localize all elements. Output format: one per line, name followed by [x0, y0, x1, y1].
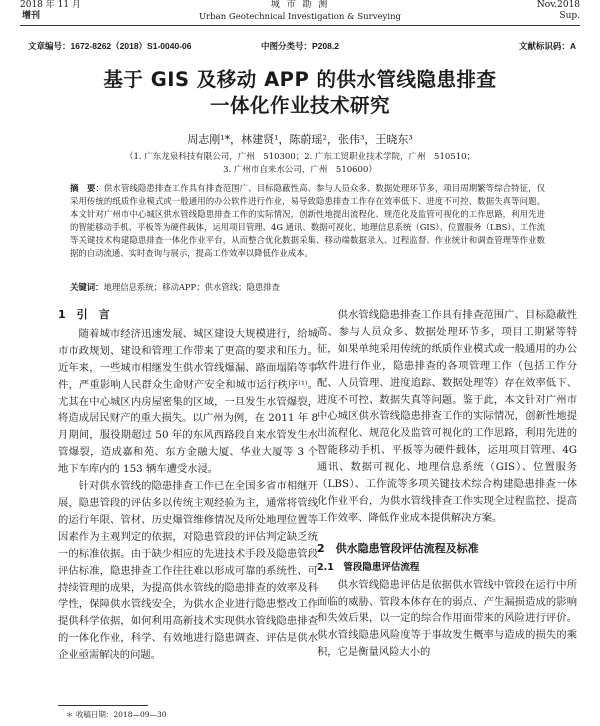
- section-2-paragraph-1: 供水管线隐患评估是依据供水管线中管段在运行中所面临的威胁、管段本体存在的弱点、产生漏损造成的影响和失效后果，以一定的综合作用面带来的风险进行评价。供水管线隐患风险度等于事故发生概率与造成的损失的乘积，它是衡量风险大小的: [317, 578, 577, 659]
- title-line-2: 一体化作业技术研究: [209, 94, 390, 117]
- header-supplement-en: Sup.: [559, 11, 580, 21]
- header-rule: [20, 25, 580, 26]
- header-journal-en: Urban Geotechnical Investigation & Surveying: [199, 12, 401, 22]
- affiliation-line-1: （1. 广东龙泉科技有限公司，广州 510300；2. 广东工贸职业技术学院，广州 510510；: [124, 152, 476, 162]
- header-supplement-cn: 增刊: [22, 11, 41, 21]
- abstract-label: 摘 要：: [70, 183, 104, 193]
- section-1-paragraph-3: 供水管线隐患排查工作具有排查范围广、目标隐蔽性高、参与人员众多、数据处理环节多，项目工期紧等特征，如果单纯采用传统的纸质作业模式或一般通用的办公软件进行作业，隐患排查的各项管理工作（包括工作分配、人员管理、进度追踪、数据处理等）存在效率低下、进度不可控、数据失真等问题。鉴于此，本文针对广州市中心城区供水管线隐患排查工作的实际情况，创新性地提出流程化、规范化及监管可视化的工作思路，利用先进的智能移动手机、平板等为硬件载体，运用项目管理、4G 通讯、数据可视化、地理信息系统（GIS）、位置服务（LBS）、工作流等多项关键技术综合构建隐患排查一体化作业平台，为供水管线排查工作实现全过程监控、提高工作效率、降低作业成本提供解决方案。: [317, 309, 577, 524]
- title-line-1: 基于 GIS 及移动 APP 的供水管线隐患排查: [103, 68, 497, 91]
- clc-number: 中图分类号：P208.2: [261, 41, 339, 51]
- keywords: [70, 281, 545, 294]
- authors: 周志刚¹*，林建贤¹，陈蔚瑶²，张伟³，王晓东³: [187, 133, 413, 146]
- header-journal-cn: 城 市 勘 测: [270, 0, 330, 10]
- section-1-heading: 1 引 言: [58, 308, 110, 321]
- section-2-1-heading: 2.1 管段隐患评估流程: [317, 561, 420, 573]
- section-1-paragraph-1: 随着城市经济迅速发展、城区建设大规模进行，给城市市政规划、建设和管理工作带来了更高的要求和压力。近年来，一些城市相继发生供水管线爆漏、路面塌陷等事件，严重影响人民群众生命财产安全和城市运行秩序⁽¹⁾。尤其在中心城区内房屋密集的区域，一旦发生水管爆裂，将造成居民财产的重大损失。以广州为例，在 2011 年 8 月期间，服役期超过 50 年的东风西路段自来水管发生水管爆裂，造成嘉和苑、东方金融大厦、华业大厦等 3 个地下车库内的 153 辆车遭受水浸。: [58, 327, 318, 476]
- footnote-rule: [58, 705, 148, 706]
- footnote-received-date: ＊ 收稿日期：2018—09—30: [66, 710, 167, 719]
- left-column: [58, 307, 318, 664]
- keywords-text: 地理信息系统；移动APP；供水管线；隐患排查: [103, 282, 280, 292]
- section-1-paragraph-2: 针对供水管线的隐患排查工作已在全国多省市相继开展，隐患管段的评估多以传统主观经验为主，通常将管线的运行年限、管材、历史爆管维修情况及所处地理位置等因素作为主观判定的依据，对隐患管段的评估判定缺乏统一的标准依据。由于缺少相应的先进技术手段及隐患管段评估标准，隐患排查工作往往难以形成可靠的系统性、可持续管理的成果，为提高供水管线的隐患排查的效率及科学性，保障供水管线安全，为供水企业进行隐患整改工作提供科学依据，如何利用高新技术实现供水管线隐患排查的一体化作业，科学、有效地进行隐患调查、评估是供水企业亟需解决的问题。: [58, 480, 318, 662]
- header-issue-en: Nov.2018: [536, 0, 580, 10]
- abstract: [70, 182, 545, 260]
- header-issue-cn: 2018 年 11 月: [20, 0, 81, 10]
- keywords-label: 关键词：: [70, 282, 104, 292]
- document-code: 文献标识码：A: [518, 41, 576, 51]
- section-2-heading: 2 供水隐患管段评估流程及标准: [317, 541, 479, 555]
- abstract-text: 供水管线隐患排查工作具有排查范围广、目标隐蔽性高、参与人员众多、数据处理环节多，项目周期繁等综合特征，仅采用传统的纸质作业模式或一般通用的办公软件进行作业，易导致隐患排查工作存在效率低下、进度不可控、数据失真等问题。本文针对广州市中心城区供水管线隐患排查工作的实际情况，创新性地提出流程化、规范化及监管可视化的工作思路，利用先进的智能移动手机、平板等为硬件载体，运用项目管理、4G 通讯、数据可视化、地理信息系统（GIS）、位置服务（LBS）、工作流等关键技术构建隐患排查一体化作业平台，从而整合优化数据采集、移动端数据录入、过程监督、作业统计和调查管理等作业数据的自动流通、实时查询与展示，提高工作效率以降低作业成本。: [70, 183, 545, 258]
- affiliation-line-2: 3. 广州市自来水公司，广州 510600）: [223, 165, 377, 175]
- right-column: [317, 307, 577, 661]
- article-number: 文章编号：1672-8262（2018）S1-0040-06: [28, 41, 192, 51]
